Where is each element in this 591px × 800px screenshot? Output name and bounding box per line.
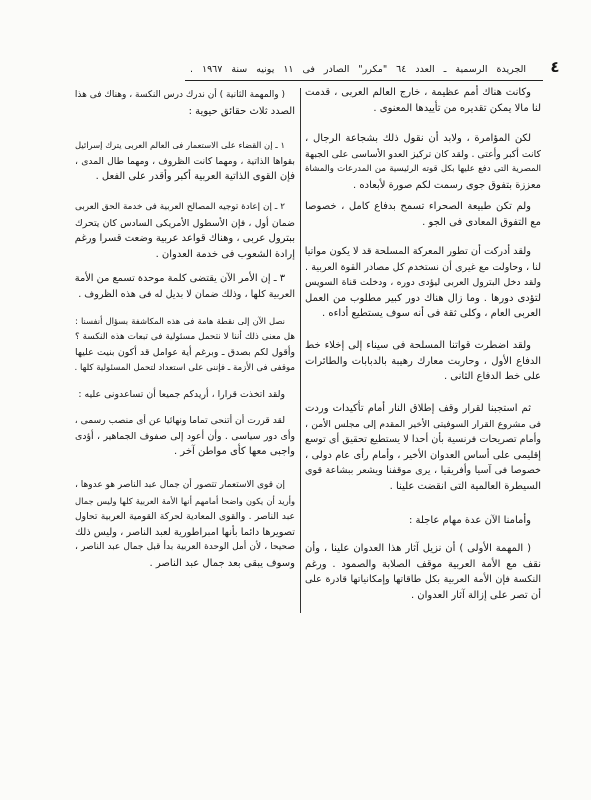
text-line: كانت أكبر وأعتى . ولقد كان تركيز العدو الأساسى على الجبهة [305,148,541,160]
text-line: خصوصا فى آسيا وأفريقيا ، يرى موقفنا ويشعر ببشاعة قوى [305,465,541,477]
text-line: النكسة فإن الأمة العربية بكل طاقاتها وإمكانياتها قادرة على [305,574,541,586]
text-line: على خط الدفاع الثانى . [443,371,541,383]
text-line: أن تصر على إزالة آثار العدوان . [410,589,541,601]
text-line: العربى العام ، وكلى ثقة فى أنه سوف يستطيع أداءه . [322,308,541,320]
text-line: إن قوى الاستعمار تتصور أن جمال عبد الناصر هو عدوها ، [75,480,285,490]
text-line: مع التفوق المعادى فى الجو . [422,216,541,228]
paragraph [305,401,541,495]
paragraph [75,413,295,460]
paragraph [75,387,295,403]
text-line: ولقد أدركت أن تطور المعركة المسلحة قد لا يكون مواتيا [304,246,531,257]
text-line: الدفاع الأول ، وحاربت معارك رهيبة بالدبابات والطائرات [305,355,541,367]
text-line: ( والمهمة الثانية ) أن ندرك درس النكسة ، وهناك فى هذا [74,90,285,100]
paragraph [75,271,295,302]
text-line: ببترول عربى ، وهناك قواعد عربية وضعت قسرا ورغم [74,233,295,245]
text-line: ولقد اتخذت قرارا ، أريدكم جميعا أن تساعدونى عليه : [78,389,285,400]
text-line: فى مشروع القرار السوفيتى الأخير المقدم إلى مجلس الأمن ، [305,418,541,430]
text-line: ٣ ـ إن الأمر الآن يقتضى كلمة موحدة تسمع من الأمة [74,273,285,284]
text-line: هل معنى ذلك أننا لا نتحمل مسئولية فى تبعات هذه النكسة ؟ [75,331,295,342]
left-column [75,0,295,800]
text-line: العربية كلها ، وذلك ضمان لا بديل له فى هذه الظروف . [78,288,295,300]
paragraph [75,138,295,185]
text-line: وأمامنا الآن عدة مهام عاجلة : [408,515,531,526]
paragraph [305,338,541,385]
text-line: السيطرة العالمية التى انقضت علينا . [389,480,541,492]
text-line: وأقول لكم بصدق ـ وبرغم أية عوامل قد أكون بنيت عليها [75,347,295,359]
text-line: ( المهمة الأولى ) أن نزيل آثار هذا العدوان علينا ، وأن [305,543,531,554]
paragraph [305,513,541,529]
text-line: صحيحا ، لأن أمل الوحدة العربية بدأ قبل جمال عبد الناصر ، [75,542,295,553]
text-line: ضمان أول ، فإن الأسطول الأمريكى السادس كان يتحرك [75,217,295,229]
text-line: إقليمى على أساس العدوان الأخير ، وأمام رأى عام دولى ، [305,449,541,461]
paragraph [305,85,541,116]
text-line: لكن المؤامرة ، ولابد أن نقول ذلك بشجاعة الرجال ، [305,133,531,144]
paragraph [305,541,541,603]
text-line: لتؤدى دورها . وما زال هناك دور كبير مطلوب من العمل [305,292,541,304]
text-line: ولقد دخل البترول العربى ليؤدى دوره ، ودخلت قناة السويس [305,277,541,289]
text-line: وسوف يبقى بعد جمال عبد الناصر . [149,557,295,569]
paragraph [75,200,295,262]
text-line: المصرية التى دفع عليها بكل قوته الرئيسية من المدرعات والمشاة [305,164,541,175]
text-line: وأريد أن يكون واضحا أمامهم أنها الأمة العربية كلها وليس جمال [75,495,295,506]
paragraph [75,314,295,376]
text-line: بقواها الذاتية ، ومهما كانت الظروف ، ومهما طال المدى ، [75,155,295,167]
text-line: لنا مالا يمكن تقديره من تأييدها المعنوى . [373,102,541,114]
text-line: وأمام تصريحات فرنسية بأن أحدا لا يستطيع تحقيق أى توسع [305,434,541,446]
page-number: ٤ [550,58,560,76]
text-line: موقفى فى الأزمة ـ فإننى على استعداد لتحمل المسئولية كلها . [74,362,295,373]
paragraph [305,199,541,230]
text-line: ١ ـ إن القضاء على الاستعمار فى العالم العربى يترك إسرائيل [75,140,285,150]
paragraph [305,244,541,322]
text-line: وأى دور سياسى . وأن أعود إلى صفوف الجماهير ، أؤدى [75,430,295,442]
text-line: معززة بتفوق جوى رسمت لكم صورة لأبعاده . [353,179,541,191]
text-line: نصل الآن إلى نقطة هامة فى هذه المكاشفة بسؤال أنفسنا : [75,316,285,326]
text-line: ولم تكن طبيعة الصحراء تسمح بدفاع كامل ، خصوصا [305,201,531,212]
text-line: عبد الناصر . والقوى المعادية لحركة القومية العربية تحاول [75,511,295,523]
paragraph [305,131,541,193]
text-line: إرادة الشعوب فى خدمة العدوان . [155,248,295,260]
paragraph [75,478,295,572]
gazette-header-title: الجريدة الرسمية ـ العدد ٦٤ "مكرر" الصادر فى ١١ يونيه سنة ١٩٦٧ . [190,64,526,75]
paragraph [75,88,295,119]
column-divider [300,88,301,613]
text-line: نقف مع الأمة العربية موقف الصلابة والصمود . ورغم [305,558,541,570]
text-line: لنا ، وحاولت مع غيرى أن نستخدم كل مصادر القوة العربية . [305,261,541,273]
text-line: ثم استجبنا لقرار وقف إطلاق النار أمام تأكيدات وردت [305,403,531,414]
text-line: ٢ ـ إن إعادة توجيه المصالح العربية فى خدمة الحق العربى [75,202,285,212]
text-line: الصدد ثلاث حقائق حيوية : [188,105,295,117]
text-line: وكانت هناك أمم عظيمة ، خارج العالم العربى ، قدمت [305,87,531,98]
text-line: واجبى معها كأى مواطن آخر . [173,446,295,458]
text-line: تصويرها دائما بأنها امبراطورية لعبد الناصر ، وليس ذلك [75,526,295,538]
text-line: فإن القوى الذاتية العربية أكبر وأقدر على الفعل . [95,171,295,183]
text-line: لقد قررت أن أتنحى تماما ونهائيا عن أى منصب رسمى ، [74,415,285,426]
text-line: ولقد اضطرت قواتنا المسلحة فى سيناء إلى إخلاء خط [305,340,531,351]
right-column [305,0,541,800]
